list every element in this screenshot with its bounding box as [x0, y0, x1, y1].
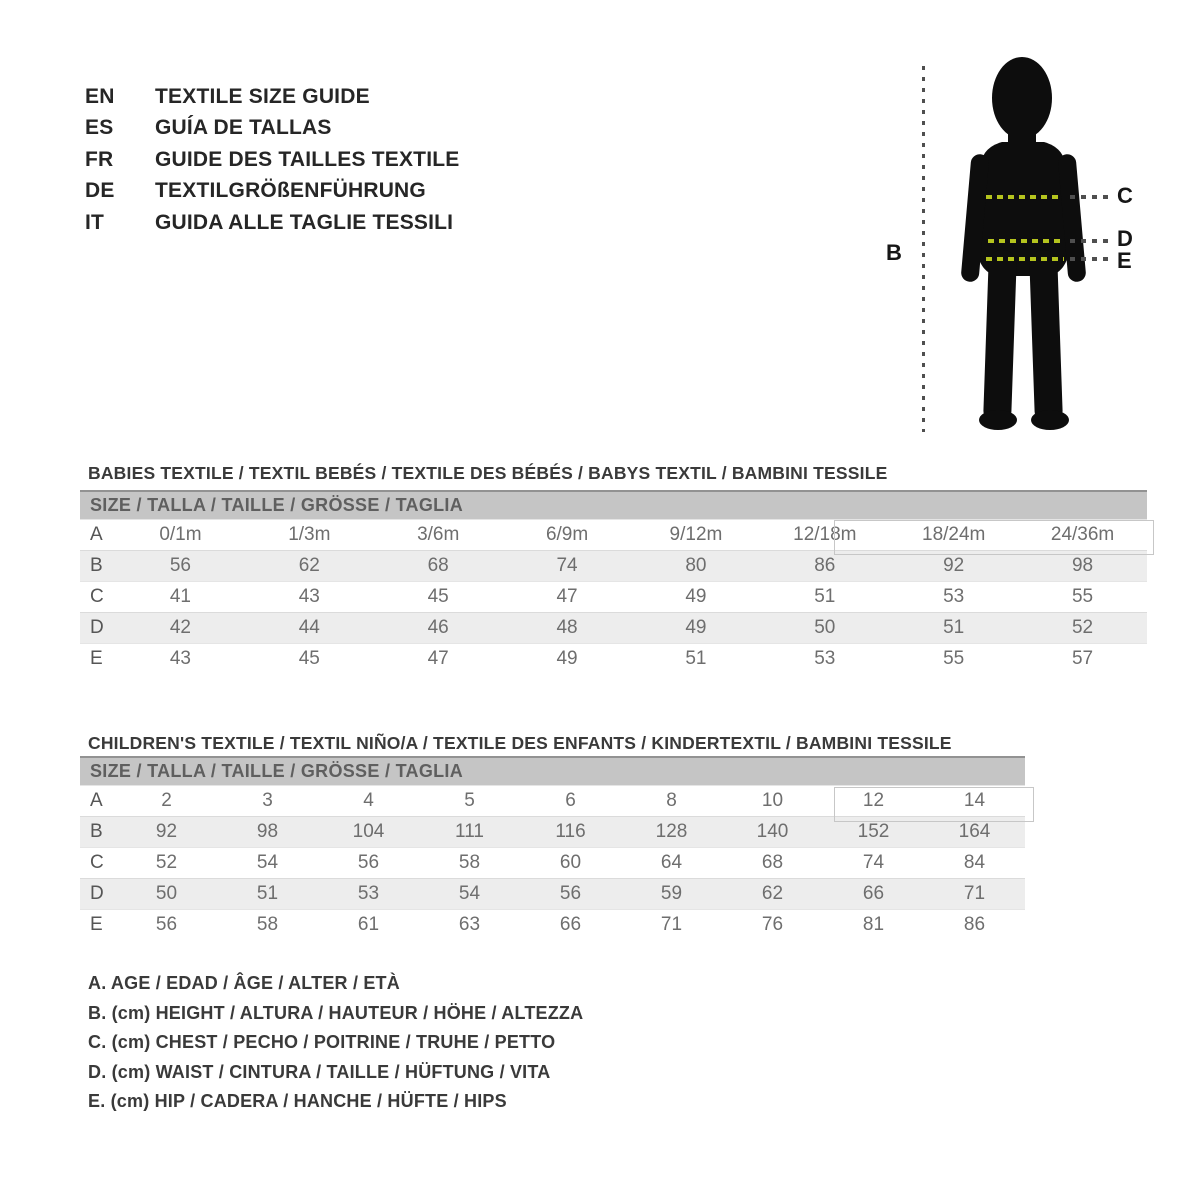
table-cell: 86 [814, 555, 836, 576]
table-row [80, 581, 1147, 612]
table-cell: 128 [655, 821, 688, 842]
language-title: TEXTILE SIZE GUIDE [155, 84, 370, 108]
table-cell: 6 [565, 790, 576, 811]
table-row [80, 878, 1025, 909]
table-cell: 64 [660, 852, 683, 873]
table-cell: 76 [761, 914, 784, 935]
hip-measure-line [986, 257, 1064, 261]
table-cell: 47 [556, 586, 578, 607]
table-cell: 47 [427, 648, 449, 669]
table-cell: 45 [427, 586, 449, 607]
table-cell: 50 [814, 617, 836, 638]
table-cell: 152 [857, 821, 890, 842]
language-row [85, 113, 459, 145]
table-cell: 48 [556, 617, 578, 638]
table-cell: 4 [363, 790, 374, 811]
table-cell: 49 [685, 617, 707, 638]
row-label: A [90, 790, 103, 811]
table-cell: 62 [761, 883, 784, 904]
table-cell: 43 [298, 586, 320, 607]
language-code: DE [85, 179, 115, 203]
language-code: ES [85, 116, 114, 140]
child-silhouette [950, 50, 1100, 440]
table-cell: 46 [427, 617, 449, 638]
table-cell: 56 [169, 555, 191, 576]
babies-table-header: SIZE / TALLA / TAILLE / GRÖSSE / TAGLIA [80, 490, 1147, 519]
table-cell: 51 [256, 883, 279, 904]
language-title: TEXTILGRÖßENFÜHRUNG [155, 179, 426, 203]
table-cell: 58 [256, 914, 279, 935]
table-cell: 12/18m [793, 524, 857, 545]
table-cell: 66 [862, 883, 885, 904]
table-cell: 9/12m [669, 524, 723, 545]
babies-size-table [80, 490, 1147, 674]
table-cell: 74 [556, 555, 578, 576]
children-size-highlight-box [834, 787, 1034, 822]
table-cell: 116 [555, 821, 586, 842]
table-cell: 6/9m [545, 524, 589, 545]
measurement-legend [88, 973, 583, 1121]
table-cell: 18/24m [922, 524, 986, 545]
table-cell: 51 [943, 617, 965, 638]
legend-line: C. (cm) CHEST / PECHO / POITRINE / TRUHE / PETTO [88, 1032, 556, 1052]
table-cell: 3 [262, 790, 273, 811]
table-row [80, 612, 1147, 643]
table-cell: 49 [556, 648, 578, 669]
row-label: E [90, 914, 103, 935]
table-row [80, 643, 1147, 674]
hip-measure-leader [1070, 257, 1108, 261]
table-cell: 42 [169, 617, 191, 638]
table-cell: 52 [155, 852, 178, 873]
table-cell: 12 [862, 790, 885, 811]
children-size-table [80, 756, 1025, 940]
table-cell: 164 [958, 821, 991, 842]
table-cell: 57 [1071, 648, 1094, 669]
language-row [85, 144, 459, 176]
table-cell: 62 [298, 555, 320, 576]
table-cell: 24/36m [1050, 524, 1115, 545]
table-cell: 80 [685, 555, 707, 576]
legend-line: E. (cm) HIP / CADERA / HANCHE / HÜFTE / HIPS [88, 1091, 507, 1111]
table-cell: 56 [357, 852, 380, 873]
table-cell: 49 [685, 586, 707, 607]
table-cell: 86 [963, 914, 986, 935]
chest-measure-leader [1070, 195, 1108, 199]
table-row [80, 847, 1025, 878]
table-cell: 56 [559, 883, 582, 904]
table-cell: 53 [357, 883, 380, 904]
row-label: C [90, 586, 104, 607]
table-cell: 54 [256, 852, 279, 873]
height-measure-line [922, 66, 925, 432]
table-cell: 14 [963, 790, 986, 811]
legend-line: D. (cm) WAIST / CINTURA / TAILLE / HÜFTUNG / VITA [88, 1061, 551, 1082]
language-row [85, 207, 459, 239]
hip-label: E [1117, 248, 1132, 273]
table-cell: 1/3m [288, 524, 331, 545]
table-cell: 55 [1071, 586, 1094, 607]
language-row [85, 81, 459, 113]
table-cell: 53 [814, 648, 836, 669]
chest-label: C [1117, 183, 1133, 208]
table-cell: 92 [943, 555, 965, 576]
table-cell: 8 [666, 790, 677, 811]
children-section-title: CHILDREN'S TEXTILE / TEXTIL NIÑO/A / TEXTILE DES ENFANTS / KINDERTEXTIL / BAMBINI TESSILE [88, 732, 952, 753]
table-cell: 140 [756, 821, 789, 842]
table-cell: 5 [464, 790, 475, 811]
table-cell: 56 [155, 914, 178, 935]
legend-line: B. (cm) HEIGHT / ALTURA / HAUTEUR / HÖHE / ALTEZZA [88, 1002, 584, 1023]
table-cell: 52 [1071, 617, 1094, 638]
table-cell: 98 [1071, 555, 1094, 576]
table-cell: 111 [455, 821, 484, 842]
table-cell: 54 [458, 883, 481, 904]
table-cell: 92 [155, 821, 178, 842]
table-cell: 44 [298, 617, 320, 638]
table-cell: 10 [761, 790, 784, 811]
table-cell: 50 [155, 883, 178, 904]
table-cell: 71 [660, 914, 683, 935]
language-row [85, 176, 459, 208]
table-cell: 84 [963, 852, 986, 873]
waist-measure-leader [1070, 239, 1108, 243]
table-cell: 98 [256, 821, 279, 842]
height-label: B [886, 240, 902, 265]
table-cell: 45 [298, 648, 320, 669]
legend-line: A. AGE / EDAD / ÂGE / ALTER / ETÀ [88, 973, 400, 993]
table-cell: 68 [761, 852, 784, 873]
row-label: B [90, 821, 103, 842]
table-cell: 104 [352, 821, 385, 842]
table-cell: 41 [169, 586, 191, 607]
language-title: GUIDE DES TAILLES TEXTILE [155, 147, 460, 171]
table-cell: 71 [963, 883, 986, 904]
waist-label: D [1117, 226, 1133, 251]
language-title-list [85, 81, 459, 239]
table-cell: 60 [559, 852, 582, 873]
table-cell: 63 [458, 914, 481, 935]
table-cell: 3/6m [417, 524, 460, 545]
language-title: GUÍA DE TALLAS [155, 116, 332, 140]
table-cell: 55 [943, 648, 965, 669]
row-label: C [90, 852, 104, 873]
table-cell: 51 [685, 648, 707, 669]
table-cell: 43 [169, 648, 191, 669]
chest-measure-line [986, 195, 1062, 199]
children-table-header: SIZE / TALLA / TAILLE / GRÖSSE / TAGLIA [80, 756, 1025, 785]
table-cell: 59 [660, 883, 683, 904]
row-label: A [90, 524, 103, 545]
babies-size-highlight-box [834, 520, 1154, 555]
language-code: FR [85, 147, 114, 171]
table-cell: 66 [559, 914, 582, 935]
language-title: GUIDA ALLE TAGLIE TESSILI [155, 210, 454, 234]
row-label: B [90, 555, 103, 576]
table-cell: 61 [357, 914, 380, 935]
table-cell: 0/1m [159, 524, 202, 545]
table-cell: 58 [458, 852, 481, 873]
waist-measure-line [988, 239, 1062, 243]
row-label: D [90, 883, 104, 904]
row-label: E [90, 648, 103, 669]
babies-section-title: BABIES TEXTILE / TEXTIL BEBÉS / TEXTILE DES BÉBÉS / BABYS TEXTIL / BAMBINI TESSILE [88, 462, 888, 483]
table-cell: 2 [161, 790, 172, 811]
table-cell: 51 [814, 586, 836, 607]
language-code: EN [85, 84, 115, 108]
row-label: D [90, 617, 104, 638]
table-row [80, 909, 1025, 940]
table-cell: 74 [862, 852, 885, 873]
language-code: IT [85, 210, 105, 234]
table-cell: 53 [943, 586, 965, 607]
table-cell: 68 [427, 555, 449, 576]
table-cell: 81 [862, 914, 885, 935]
